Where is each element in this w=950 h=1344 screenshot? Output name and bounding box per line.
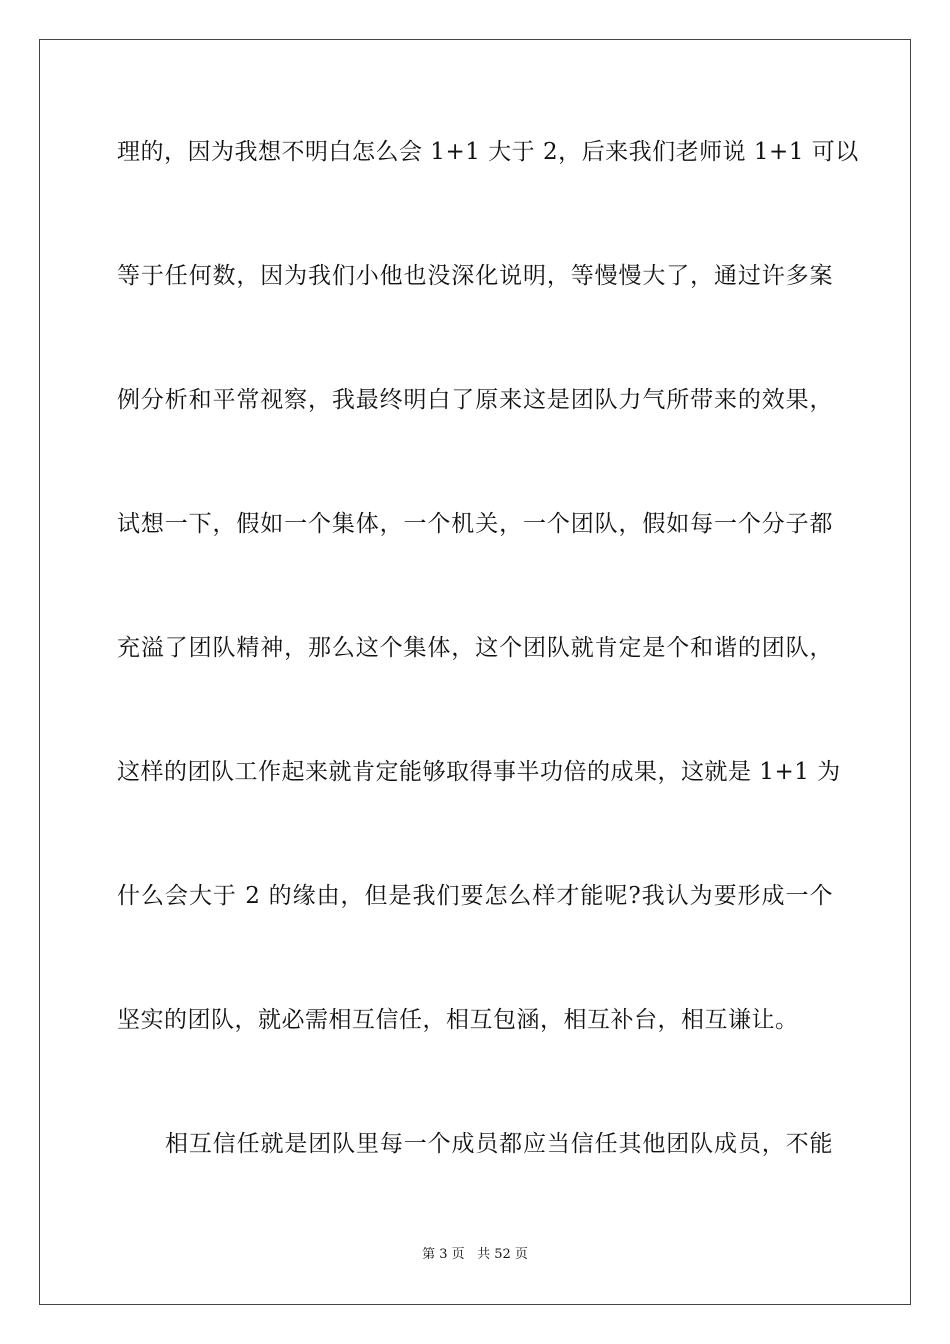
paragraph-start-line: 相互信任就是团队里每一个成员都应当信任其他团队成员，不能 — [165, 1131, 833, 1157]
page-number: 第 3 页 — [422, 1247, 465, 1262]
text-line: 例分析和平常视察，我最终明白了原来这是团队力气所带来的效果， — [117, 387, 833, 413]
text-line: 等于任何数，因为我们小他也没深化说明，等慢慢大了，通过许多案 — [117, 263, 833, 289]
text-line: 什么会大于 2 的缘由，但是我们要怎么样才能呢?我认为要形成一个 — [117, 883, 833, 909]
text-line: 充溢了团队精神，那么这个集体，这个团队就肯定是个和谐的团队， — [117, 635, 833, 661]
text-line: 试想一下，假如一个集体，一个机关，一个团队，假如每一个分子都 — [117, 511, 833, 537]
page-footer — [0, 1246, 950, 1264]
text-line: 坚实的团队，就必需相互信任，相互包涵，相互补台，相互谦让。 — [117, 1007, 799, 1033]
text-line: 这样的团队工作起来就肯定能够取得事半功倍的成果，这就是 1+1 为 — [117, 759, 841, 785]
total-pages: 共 52 页 — [477, 1247, 528, 1262]
text-line: 理的，因为我想不明白怎么会 1+1 大于 2，后来我们老师说 1+1 可以 — [117, 139, 859, 165]
page-border — [39, 39, 911, 1305]
